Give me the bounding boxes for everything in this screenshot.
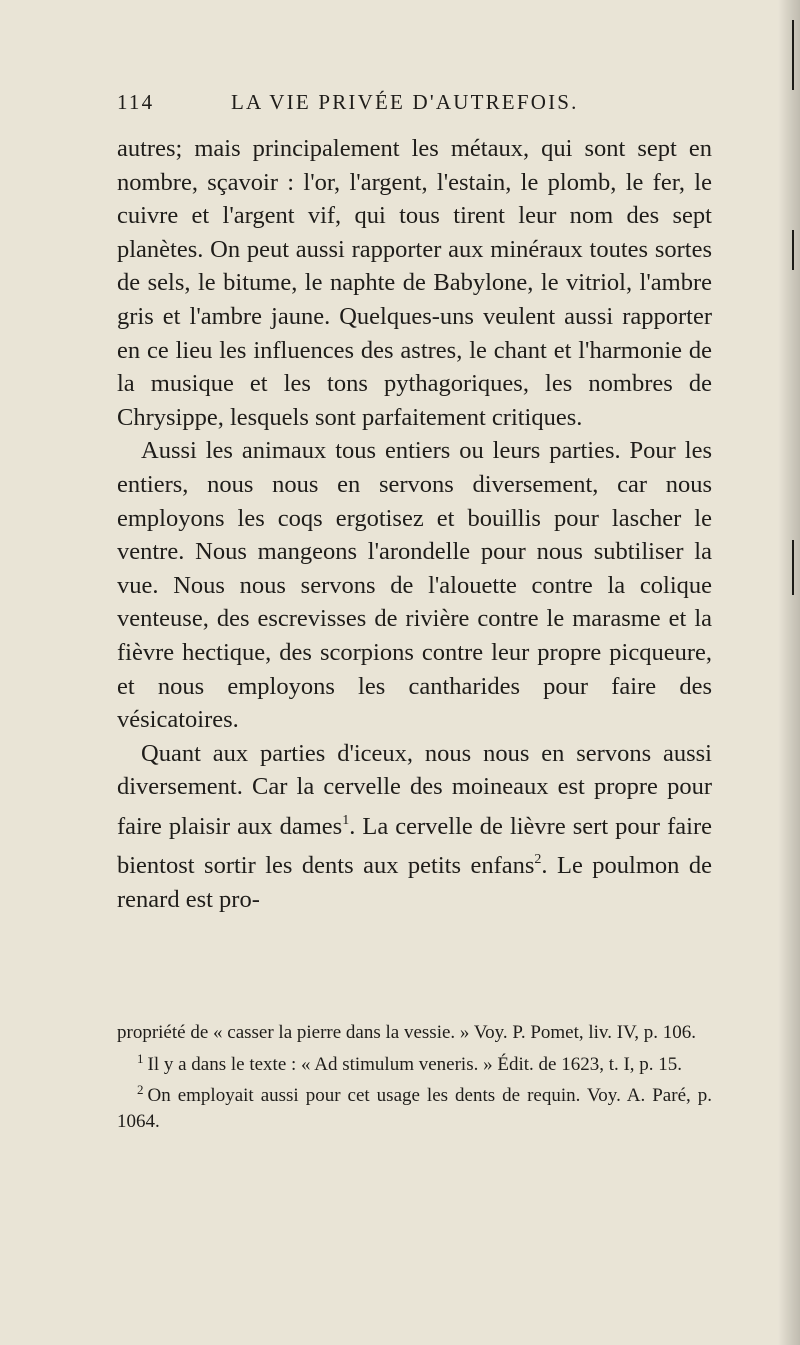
footnote-reference: 2 xyxy=(534,852,542,868)
paragraph-text: . La cervelle de lièvre sert pour faire bientost sortir les dents aux petits enfans xyxy=(117,812,712,880)
paragraph-text: Quant aux parties d'iceux, nous nous en servons aussi diversement. Car la cervelle des moineaux est propre pour faire plaisir aux dames xyxy=(117,739,712,840)
page-edge-mark xyxy=(792,20,794,90)
footnote-text: On employait aussi pour cet usage les dents de requin. Voy. A. Paré, p. 1064. xyxy=(117,1085,712,1132)
footnote-continuation: propriété de « casser la pierre dans la vessie. » Voy. P. Pomet, liv. IV, p. 106. xyxy=(117,1022,697,1043)
running-header xyxy=(117,90,697,114)
footnote-2 xyxy=(117,1077,712,1134)
paragraph-text: . Le poulmon de renard est pro- xyxy=(117,852,712,914)
footnotes xyxy=(117,1020,712,1134)
page-number: 114 xyxy=(117,90,155,114)
footnote-mark: 2 xyxy=(137,1082,144,1097)
page-edge-shadow xyxy=(778,0,800,1345)
footnote-1 xyxy=(117,1046,712,1078)
footnote-reference: 1 xyxy=(342,812,350,828)
footnote-mark: 1 xyxy=(137,1050,144,1066)
paragraph-animals: Aussi les animaux tous entiers ou leurs parties. Pour les entiers, nous nous en servons diversement, car nous employons les coqs ergotisez et bouillis pour lascher le ventre. Nous mangeons l'arondelle pour nous subtiliser la vue. Nous nous servons de l'alouette contre la colique venteuse, des escrevisses de rivière contre le marasme et la fièvre hectique, des scorpions contre leur propre picqueure, et nous employons les cantharides pour faire des vésicatoires. xyxy=(117,437,712,734)
main-text xyxy=(117,132,712,917)
page-edge-mark xyxy=(792,230,794,270)
running-title: LA VIE PRIVÉE D'AUTREFOIS. xyxy=(231,90,579,114)
footnote-text: Il y a dans le texte : « Ad stimulum veneris. » Édit. de 1623, t. I, p. 15. xyxy=(147,1053,683,1075)
paragraph-parts xyxy=(117,737,712,917)
page-edge-mark xyxy=(792,540,794,595)
paragraph-continuation: autres; mais principalement les métaux, qui sont sept en nombre, sçavoir : l'or, l'argent, l'estain, le plomb, le fer, le cuivre et l'argent vif, qui tous tirent leur nom des sept planètes. On peut aussi rapporter aux minéraux toutes sortes de sels, le bitume, le naphte de Babylone, le vitriol, l'ambre gris et l'ambre jaune. Quelques-uns veulent aussi rapporter en ce lieu les influences des astres, le chant et l'harmonie de la musique et les tons pythagoriques, les nombres de Chrysippe, lesquels sont parfaitement critiques. xyxy=(117,135,712,431)
